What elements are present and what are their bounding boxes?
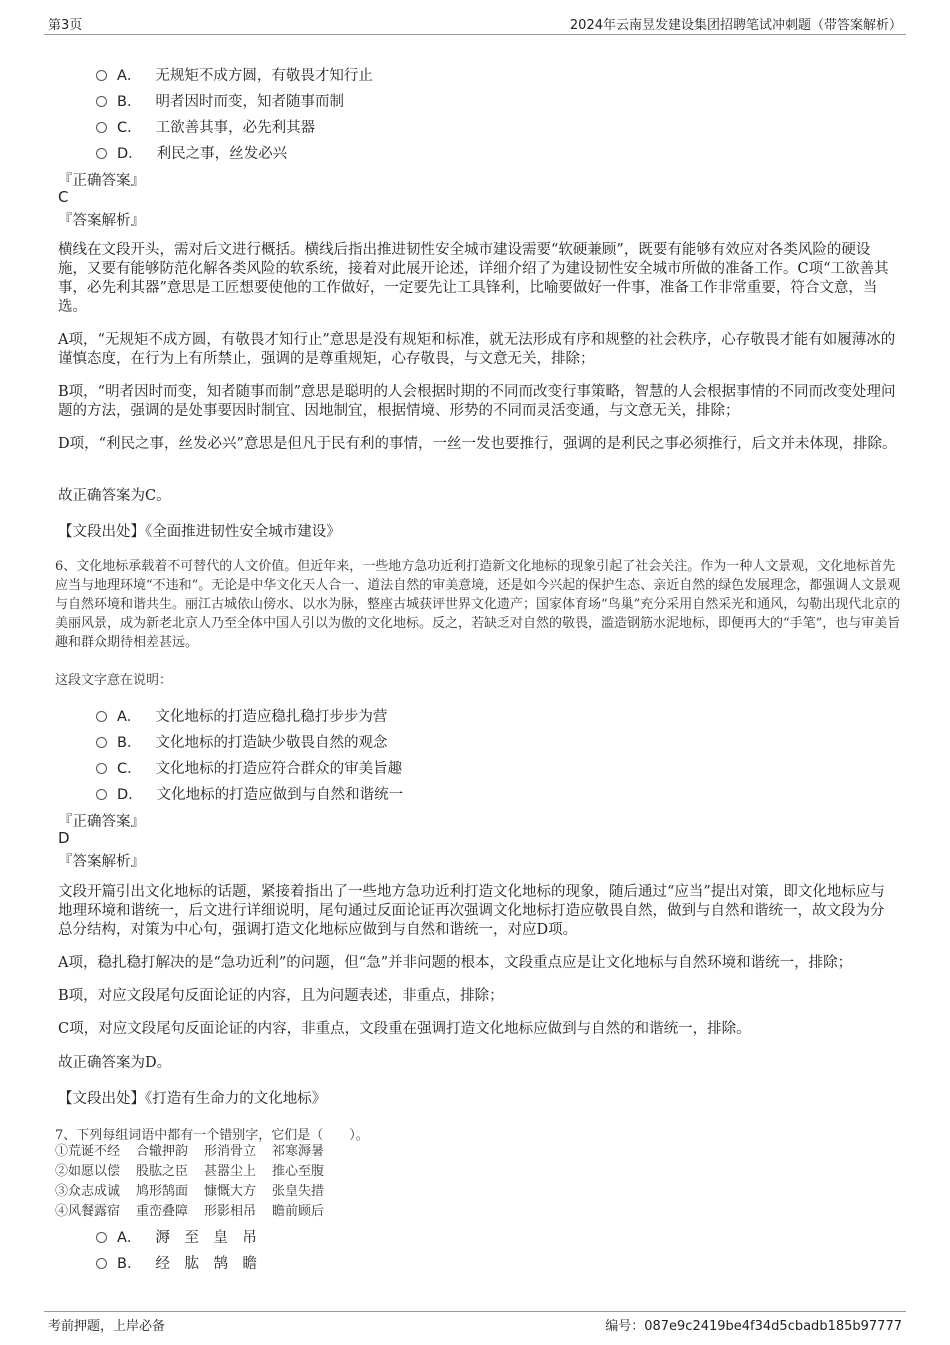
q6-answer-label: 『正确答案』 (58, 814, 145, 830)
q5-conclusion: 故正确答案为C。 (58, 488, 171, 504)
footer-slogan: 考前押题，上岸必备 (48, 1319, 166, 1334)
page-footer (44, 1311, 906, 1334)
q6-option-c[interactable]: C． 文化地标的打造应符合群众的审美旨趣 (96, 757, 402, 778)
q7-question: 7、下列每组词语中都有一个错别字，它们是（ ）。 (55, 1128, 369, 1143)
q5-option-b[interactable]: B． 明者因时而变，知者随事而制 (96, 90, 344, 111)
q5-option-c[interactable]: C． 工欲善其事，必先利其器 (96, 116, 315, 137)
q7-word-row: ①荒诞不经 合辙押韵 形消骨立 祁寒溽暑 (55, 1144, 325, 1159)
q7-word-row: ④风餐露宿 重峦叠障 形影相吊 瞻前顾后 (55, 1204, 325, 1219)
q6-answer: D (58, 829, 70, 847)
page-header (44, 12, 906, 35)
q5-analysis-label: 『答案解析』 (58, 213, 145, 229)
radio-icon[interactable] (96, 1232, 107, 1243)
radio-icon[interactable] (96, 96, 107, 107)
q6-option-a[interactable]: A． 文化地标的打造应稳扎稳打步步为营 (96, 705, 387, 726)
q5-source: 【文段出处】《全面推进韧性安全城市建设》 (58, 524, 341, 540)
q6-analysis-b: B项，对应文段尾句反面论证的内容，且为问题表述，非重点，排除； (58, 988, 504, 1004)
q6-stem: 这段文字意在说明： (55, 673, 173, 688)
q5-option-a[interactable]: A． 无规矩不成方圆，有敬畏才知行止 (96, 64, 373, 85)
document-code: 编号：087e9c2419be4f34d5cbadb185b97777 (605, 1319, 902, 1334)
document-title: 2024年云南昱发建设集团招聘笔试冲刺题（带答案解析） (569, 18, 902, 33)
radio-icon[interactable] (96, 70, 107, 81)
q5-analysis-b: B项，“明者因时而变，知者随事而制”意思是聪明的人会根据时期的不同而改变行事策略，智慧的人会根据事情的不同而改变处理问题的方法，强调的是处事要因时制宜、因地制宜，根据情境、形势的不同而灵活变通，与文意无关，排除； (58, 384, 896, 419)
q5-analysis-main: 横线在文段开头，需对后文进行概括。横线后指出推进韧性安全城市建设需要“软硬兼顾”，既要有能够有效应对各类风险的硬设施，又要有能够防范化解各类风险的软系统，接着对此展开论述，详细介绍了为建设韧性安全城市所做的准备工作。C项“工欲善其事，必先利其器”意思是工匠想要使他的工作做好，一定要先让工具锋利，比喻要做好一件事，准备工作非常重要，符合文意，当选。 (58, 242, 889, 315)
q7-option-b[interactable]: B． 经 肱 鹄 瞻 (96, 1252, 257, 1273)
radio-icon[interactable] (96, 737, 107, 748)
radio-icon[interactable] (96, 1258, 107, 1269)
radio-icon[interactable] (96, 122, 107, 133)
q5-answer-label: 『正确答案』 (58, 173, 145, 189)
q6-option-b[interactable]: B． 文化地标的打造缺少敬畏自然的观念 (96, 731, 387, 752)
q5-option-d[interactable]: D． 利民之事，丝发必兴 (96, 142, 287, 163)
q6-question: 6、文化地标承载着不可替代的人文价值。但近年来，一些地方急功近利打造新文化地标的现象引起了社会关注。作为一种人文景观，文化地标首先应当与地理环境“不违和”。无论是中华文化天人合一、道法自然的审美意境，还是如今兴起的保护生态、亲近自然的绿色发展理念，都强调人文景观与自然环境和谐共生。丽江古城依山傍水、以水为脉，整座古城获评世界文化遗产；国家体育场“鸟巢”充分采用自然采光和通风，勾勒出现代北京的美丽风景，成为新老北京人乃至全体中国人引以为傲的文化地标。反之，若缺乏对自然的敬畏，滥造钢筋水泥地标，即便再大的“手笔”，也与审美旨趣和群众期待相差甚远。 (55, 559, 901, 650)
radio-icon[interactable] (96, 763, 107, 774)
q7-option-a[interactable]: A． 溽 至 皇 吊 (96, 1226, 257, 1247)
q7-word-row: ③众志成诚 鸠形鹄面 慷慨大方 张皇失措 (55, 1184, 325, 1199)
q5-analysis-a: A项，“无规矩不成方圆，有敬畏才知行止”意思是没有规矩和标准，就无法形成有序和规整的社会秩序，心存敬畏才能有如履薄冰的谨慎态度，在行为上有所禁止，强调的是尊重规矩，心存敬畏，与文意无关，排除； (58, 332, 896, 367)
radio-icon[interactable] (96, 148, 107, 159)
page-number: 第3页 (48, 18, 83, 33)
q6-analysis-label: 『答案解析』 (58, 854, 145, 870)
q7-word-row: ②如愿以偿 股肱之臣 甚嚣尘上 推心至腹 (55, 1164, 325, 1179)
q6-analysis-main: 文段开篇引出文化地标的话题，紧接着指出了一些地方急功近利打造文化地标的现象，随后通过“应当”提出对策，即文化地标应与地理环境和谐统一，后文进行详细说明，尾句通过反面论证再次强调文化地标打造应敬畏自然，做到与自然和谐统一，故文段为分总分结构，对策为中心句，强调打造文化地标应做到与自然和谐统一，对应D项。 (58, 884, 885, 938)
q5-analysis-d: D项，“利民之事，丝发必兴”意思是但凡于民有利的事情，一丝一发也要推行，强调的是利民之事必须推行，后文并未体现，排除。 (58, 436, 897, 452)
q6-source: 【文段出处】《打造有生命力的文化地标》 (58, 1091, 327, 1107)
q6-analysis-a: A项，稳扎稳打解决的是“急功近利”的问题，但“急”并非问题的根本，文段重点应是让文化地标与自然环境和谐统一，排除； (58, 955, 853, 971)
q6-analysis-c: C项，对应文段尾句反面论证的内容，非重点，文段重在强调打造文化地标应做到与自然的和谐统一，排除。 (58, 1021, 751, 1037)
radio-icon[interactable] (96, 789, 107, 800)
q5-answer: C (58, 188, 69, 206)
radio-icon[interactable] (96, 711, 107, 722)
q6-conclusion: 故正确答案为D。 (58, 1055, 172, 1071)
q6-option-d[interactable]: D． 文化地标的打造应做到与自然和谐统一 (96, 783, 403, 804)
